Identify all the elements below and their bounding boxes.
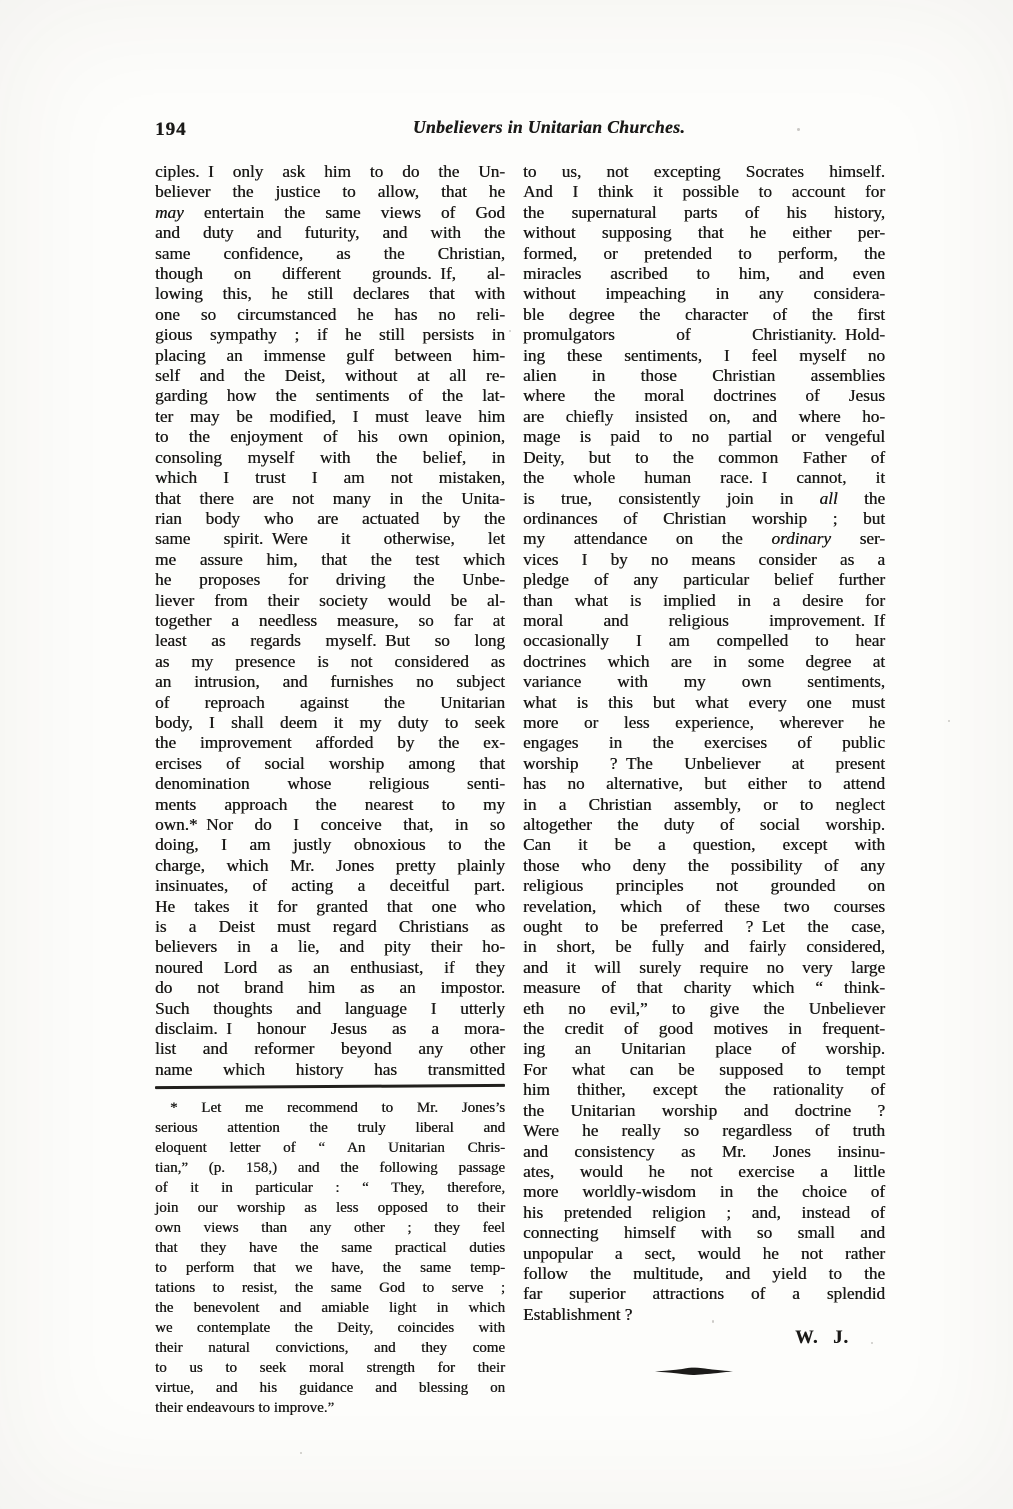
text-line: me assure him, that the test which <box>155 549 505 569</box>
text-line: without supposing that he either per- <box>523 223 885 243</box>
text-line: to us, not excepting Socrates himself. <box>523 162 885 181</box>
text-line: are chiefly insisted on, and where ho- <box>523 406 885 426</box>
text-line: of it in particular : “ They, therefore, <box>155 1179 505 1196</box>
text-line: * Let me recommend to Mr. Jones’s <box>155 1099 505 1116</box>
text-line: him thither, except the rationality of <box>523 1080 885 1100</box>
text-line: ter may be modified, I must leave him <box>155 406 505 426</box>
text-line: do not brand him as an impostor. <box>155 978 505 998</box>
text-line: serious attention the truly liberal and <box>155 1119 505 1136</box>
text-line: their endeavours to improve.” <box>155 1399 335 1416</box>
text-line: ing these sentiments, I feel myself no <box>523 345 885 365</box>
text-line: to the enjoyment of his own opinion, <box>155 427 505 447</box>
text-line: vices I by no means consider as a <box>523 549 885 569</box>
text-line: noured Lord as an enthusiast, if they <box>155 957 505 977</box>
text-line: measure of that charity which “ think- <box>523 978 885 998</box>
text-line: their natural convictions, and they come <box>155 1339 505 1356</box>
text-line: ble degree the character of the first <box>523 304 885 324</box>
author-signature: W. J. <box>795 1328 849 1349</box>
text-line: garding how the sentiments of the lat- <box>155 386 505 406</box>
text-line: altogether the duty of social worship. <box>523 815 885 834</box>
scan-speck <box>300 1452 302 1454</box>
text-line: disclaim. I honour Jesus as a mora- <box>155 1019 505 1039</box>
text-line: he proposes for driving the Unbe- <box>155 570 505 590</box>
text-line: ments approach the nearest to my <box>155 794 505 814</box>
text-line: ercises of social worship among that <box>155 753 505 773</box>
text-line: insinuates, of acting a deceitful part. <box>155 876 505 896</box>
text-line: variance with my own sentiments, <box>523 672 885 692</box>
text-line: own views than any other ; they feel <box>155 1219 505 1236</box>
text-line: unpopular a sect, would he not rather <box>523 1243 885 1263</box>
text-line: ates, would he not exercise a little <box>523 1161 885 1181</box>
scan-speck <box>871 1342 873 1344</box>
end-flourish-rule <box>655 1366 733 1377</box>
right-column <box>523 162 885 1418</box>
text-line: believers in a lie, and pity their ho- <box>155 937 505 957</box>
text-line: self and the Deist, without at all re- <box>155 366 505 386</box>
text-line: may entertain the same views of God <box>155 202 505 222</box>
text-line: which I trust I am not mistaken, <box>155 468 505 488</box>
text-line: has no alternative, but either to attend <box>523 774 885 794</box>
text-line: that they have the same practical duties <box>155 1239 505 1256</box>
text-line: than what is implied in a desire for <box>523 590 885 610</box>
text-line: same confidence, as the Christian, <box>155 243 505 263</box>
scan-speck <box>948 720 950 722</box>
text-line: join our worship as less opposed to their <box>155 1199 505 1216</box>
text-line: eth no evil,” to give the Unbeliever <box>523 998 885 1018</box>
text-line: though on different grounds. If, al- <box>155 264 505 284</box>
text-line: and consistency as Mr. Jones insinu- <box>523 1141 885 1161</box>
text-line: connecting himself with so small and <box>523 1223 885 1243</box>
text-line: to perform that we have, the same temp- <box>155 1259 505 1276</box>
text-line: placing an immense gulf between him- <box>155 345 505 365</box>
text-line: own.* Nor do I conceive that, in so <box>155 815 505 834</box>
text-line: Can it be a question, except with <box>523 835 885 855</box>
text-line: the whole human race. I cannot, it <box>523 468 885 488</box>
text-line: what is this but what every one must <box>523 692 885 712</box>
text-line: liever from their society would be al- <box>155 590 505 610</box>
text-line: follow the multitude, and yield to the <box>523 1263 885 1283</box>
text-line: that there are not many in the Unita- <box>155 488 505 508</box>
text-line: my attendance on the ordinary ser- <box>523 529 886 549</box>
text-line: gious sympathy ; if he still persists in <box>155 325 505 345</box>
text-line: ing an Unitarian place of worship. <box>523 1039 885 1059</box>
text-line: is a Deist must regard Christians as <box>155 917 505 937</box>
scan-speck <box>797 128 800 131</box>
text-line: tations to resist, the same God to serve ; <box>155 1279 505 1296</box>
footnote-separator-rule <box>155 1084 505 1089</box>
text-line: miracles ascribed to him, and even <box>523 264 885 284</box>
text-line: those who deny the possibility of any <box>523 855 885 875</box>
scan-speck <box>509 330 511 332</box>
left-column-body <box>155 162 505 1080</box>
page-header <box>155 117 887 145</box>
text-line: body, I shall deem it my duty to seek <box>155 712 505 732</box>
text-line: in a Christian assembly, or to neglect <box>523 794 885 814</box>
text-line: the improvement afforded by the ex- <box>155 733 505 753</box>
text-line: Such thoughts and language I utterly <box>155 998 505 1018</box>
text-line: ciples. I only ask him to do the Un- <box>155 162 505 181</box>
text-line: alien in those Christian assemblies <box>523 366 885 386</box>
text-line: the Unitarian worship and doctrine ? <box>523 1100 885 1120</box>
text-line: Establishment ? <box>523 1304 633 1324</box>
text-line: to us to seek moral strength for their <box>155 1359 505 1376</box>
text-line: Deity, but to the common Father of <box>523 447 885 467</box>
text-line: an intrusion, and furnishes no subject <box>155 672 505 692</box>
text-line: doing, I am justly obnoxious to the <box>155 835 505 855</box>
text-line: of reproach against the Unitarian <box>155 692 505 712</box>
left-column <box>155 162 505 1418</box>
text-line: name which history has transmitted <box>155 1059 505 1079</box>
text-line: mage is paid to no partial or vengeful <box>523 427 885 447</box>
text-line: rian body who are actuated by the <box>155 508 505 528</box>
text-line: together a needless measure, so far at <box>155 610 505 630</box>
text-line: and duty and futurity, and with the <box>155 223 505 243</box>
text-line: least as regards myself. But so long <box>155 631 505 651</box>
text-line: as my presence is not considered as <box>155 651 505 671</box>
running-title: Unbelievers in Unitarian Churches. <box>412 117 686 137</box>
text-line: pledge of any particular belief further <box>523 570 885 590</box>
footnote <box>155 1098 505 1418</box>
text-line: Were he really so regardless of truth <box>523 1121 885 1141</box>
text-line: He takes it for granted that one who <box>155 896 505 916</box>
text-line: the credit of good motives in frequent- <box>523 1019 885 1039</box>
right-column-body <box>523 162 885 1325</box>
scan-speck <box>712 1320 714 1323</box>
text-line: charge, which Mr. Jones pretty plainly <box>155 855 505 875</box>
text-line: worship ? The Unbeliever at present <box>523 753 885 773</box>
text-line: occasionally I am compelled to hear <box>523 631 885 651</box>
text-line: formed, or pretended to perform, the <box>523 243 885 263</box>
text-line: in short, be fully and fairly considered, <box>523 937 885 957</box>
text-line: virtue, and his guidance and blessing on <box>155 1379 505 1396</box>
text-line: one so circumstanced he has no reli- <box>155 304 505 324</box>
text-line: the benevolent and amiable light in which <box>155 1299 505 1316</box>
text-line: we contemplate the Deity, coincides with <box>155 1319 505 1336</box>
text-line: and it will surely require no very large <box>523 957 885 977</box>
text-line: tian,” (p. 158,) and the following passage <box>155 1159 505 1176</box>
text-line: far superior attractions of a splendid <box>523 1284 885 1304</box>
text-line: For what can be supposed to tempt <box>523 1059 885 1079</box>
page-number: 194 <box>155 119 187 140</box>
text-line: ought to be preferred ? Let the case, <box>523 917 885 937</box>
text-line: list and reformer beyond any other <box>155 1039 505 1059</box>
text-line: believer the justice to allow, that he <box>155 182 505 202</box>
text-line: more worldly-wisdom in the choice of <box>523 1182 885 1202</box>
text-line: religious principles not grounded on <box>523 876 885 896</box>
text-line: his pretended religion ; and, instead of <box>523 1202 885 1222</box>
text-line: revelation, which of these two courses <box>523 896 885 916</box>
text-line: consoling myself with the belief, in <box>155 447 505 467</box>
text-line: lowing this, he still declares that with <box>155 284 505 304</box>
text-line: moral and religious improvement. If <box>523 610 885 630</box>
text-columns <box>155 162 885 1418</box>
text-line: without impeaching in any considera- <box>523 284 885 304</box>
text-line: promulgators of Christianity. Hold- <box>523 325 885 345</box>
text-line: And I think it possible to account for <box>523 182 885 202</box>
text-line: engages in the exercises of public <box>523 733 885 753</box>
text-line: ordinances of Christian worship ; but <box>523 508 885 528</box>
text-line: same spirit. Were it otherwise, let <box>155 529 505 549</box>
text-line: the supernatural parts of his history, <box>523 202 885 222</box>
text-line: is true, consistently join in all the <box>523 488 885 508</box>
text-line: doctrines which are in some degree at <box>523 651 885 671</box>
text-line: eloquent letter of “ An Unitarian Chris- <box>155 1139 505 1156</box>
text-line: more or less experience, wherever he <box>523 712 885 732</box>
text-line: denomination whose religious senti- <box>155 774 505 794</box>
text-line: where the moral doctrines of Jesus <box>523 386 885 406</box>
